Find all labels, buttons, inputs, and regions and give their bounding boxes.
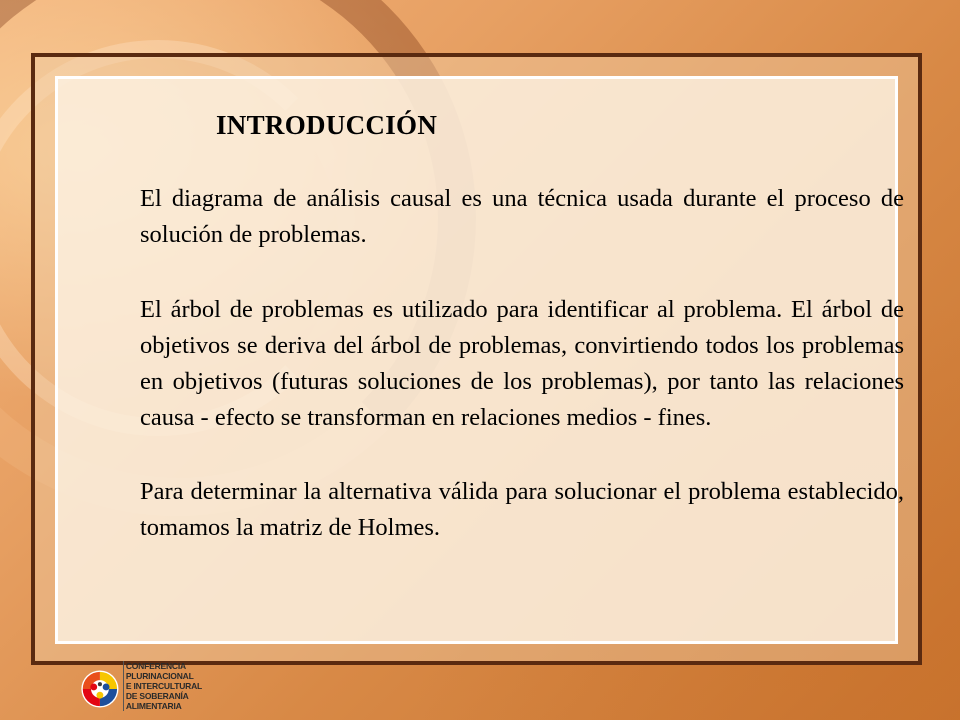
slide-panel [55,76,904,644]
logo-line: DE SOBERANÍA [125,691,189,701]
logo-line: ALIMENTARIA [125,701,182,711]
logo-line: E INTERCULTURAL [125,681,202,691]
slide-content [140,109,904,546]
logo-line: CONFERENCIA [125,661,186,671]
paragraph-holmes-matrix: Para determinar la alternativa válida para solucionar el problema establecido, tomamos la matriz de Holmes. [140,478,904,541]
conference-logo-text [123,661,202,711]
slide-frame [31,53,922,665]
paragraph-problem-tree: El árbol de problemas es utilizado para identificar al problema. El árbol de objetivos se deriva del árbol de problemas, convirtiendo todos los problemas en objetivos (futuras soluciones de los problemas), por tanto las relaciones causa - efecto se transforman en relaciones medios - fines. [140,296,904,431]
logo-line: PLURINACIONAL [125,671,194,681]
conference-logo-icon [80,660,120,718]
paragraph-intro: El diagrama de análisis causal es una técnica usada durante el proceso de solución de problemas. [140,185,904,248]
conference-logo [80,660,202,720]
slide-title: INTRODUCCIÓN [216,110,438,140]
